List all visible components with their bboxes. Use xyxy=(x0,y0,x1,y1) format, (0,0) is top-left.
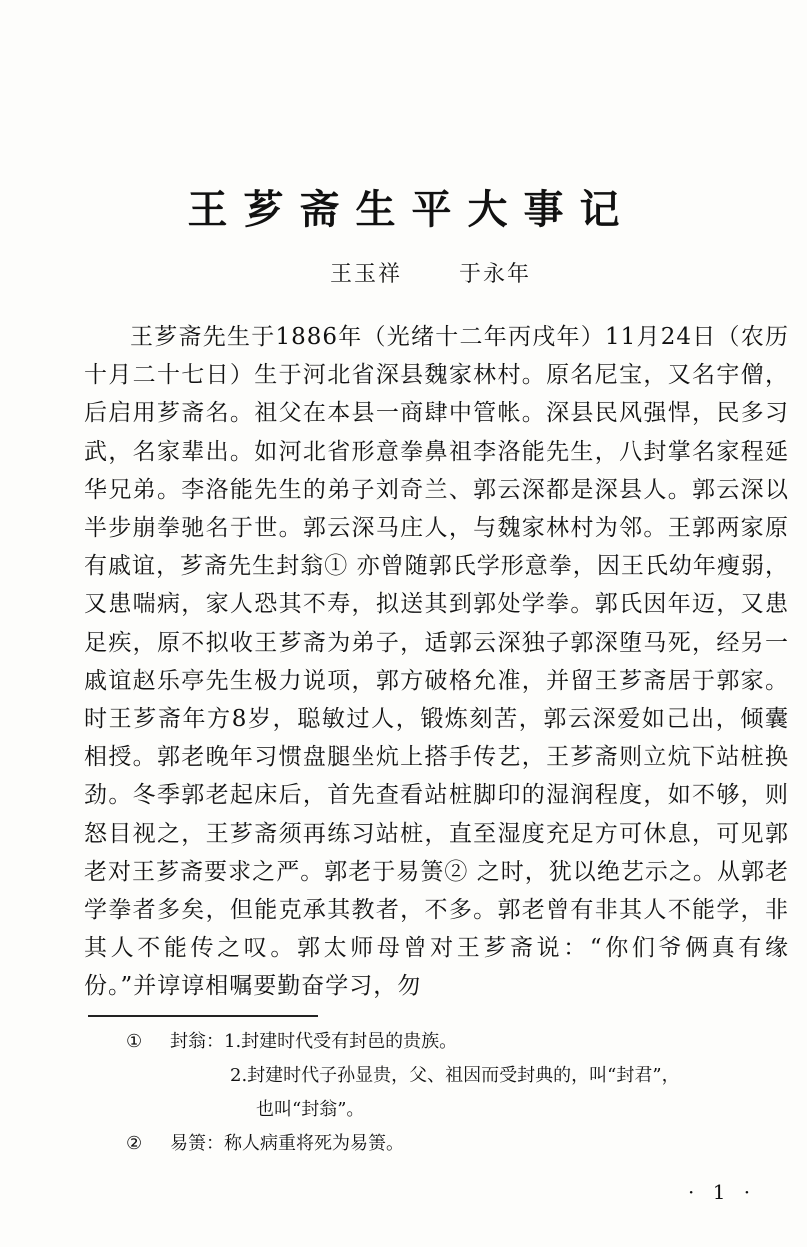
author-name: 王玉祥 xyxy=(330,262,403,287)
footnote-text: 易箦：称人病重将死为易箦。 xyxy=(170,1133,404,1154)
author-name: 于永年 xyxy=(459,262,532,287)
footnote-1-continued xyxy=(126,1059,796,1093)
footnote-marker: ① xyxy=(126,1031,143,1052)
footnote-divider xyxy=(88,1015,318,1017)
footnote-1 xyxy=(126,1025,796,1059)
authors xyxy=(330,257,531,288)
page-number: · 1 · xyxy=(688,1180,757,1204)
footnotes xyxy=(126,1025,796,1161)
body-paragraph: 王芗斋先生于1886年（光绪十二年丙戌年）11月24日（农历十月二十七日）生于河北省深县魏家林村。原名尼宝，又名宇僧，后启用芗斋名。祖父在本县一商肆中管帐。深县民风强悍，民多习武，名家辈出。如河北省形意拳鼻祖李洛能先生，八封掌名家程延华兄弟。李洛能先生的弟子刘奇兰、郭云深都是深县人。郭云深以半步崩拳驰名于世。郭云深马庄人，与魏家林村为邻。王郭两家原有戚谊，芗斋先生封翁① 亦曾随郭氏学形意拳，因王氏幼年瘦弱，又患喘病，家人恐其不寿，拟送其到郭处学拳。郭氏因年迈，又患足疾，原不拟收王芗斋为弟子，适郭云深独子郭深堕马死，经另一戚谊赵乐亭先生极力说项，郭方破格允准，并留王芗斋居于郭家。时王芗斋年方8岁，聪敏过人，锻炼刻苦，郭云深爱如己出，倾囊相授。郭老晚年习惯盘腿坐炕上搭手传艺，王芗斋则立炕下站桩换劲。冬季郭老起床后，首先查看站桩脚印的湿润程度，如不够，则怒目视之，王芗斋须再练习站桩，直至湿度充足方可休息，可见郭老对王芗斋要求之严。郭老于易箦② 之时，犹以绝艺示之。从郭老学拳者多矣，但能克承其教者，不多。郭老曾有非其人不能学，非其人不能传之叹。郭太师母曾对王芗斋说：“你们爷俩真有缘份。”并谆谆相嘱要勤奋学习，勿 xyxy=(84,324,789,1000)
footnote-marker: ② xyxy=(126,1133,143,1154)
footnote-text: 封翁：1.封建时代受有封邑的贵族。 xyxy=(170,1031,458,1052)
footnote-2 xyxy=(126,1127,796,1161)
page-title: 王芗斋生平大事记 xyxy=(187,186,636,233)
footnote-1-continued xyxy=(126,1093,796,1127)
footnote-text: 2.封建时代子孙显贵，父、祖因而受封典的，叫“封君”， xyxy=(230,1065,680,1086)
footnote-text: 也叫“封翁”。 xyxy=(256,1099,365,1120)
